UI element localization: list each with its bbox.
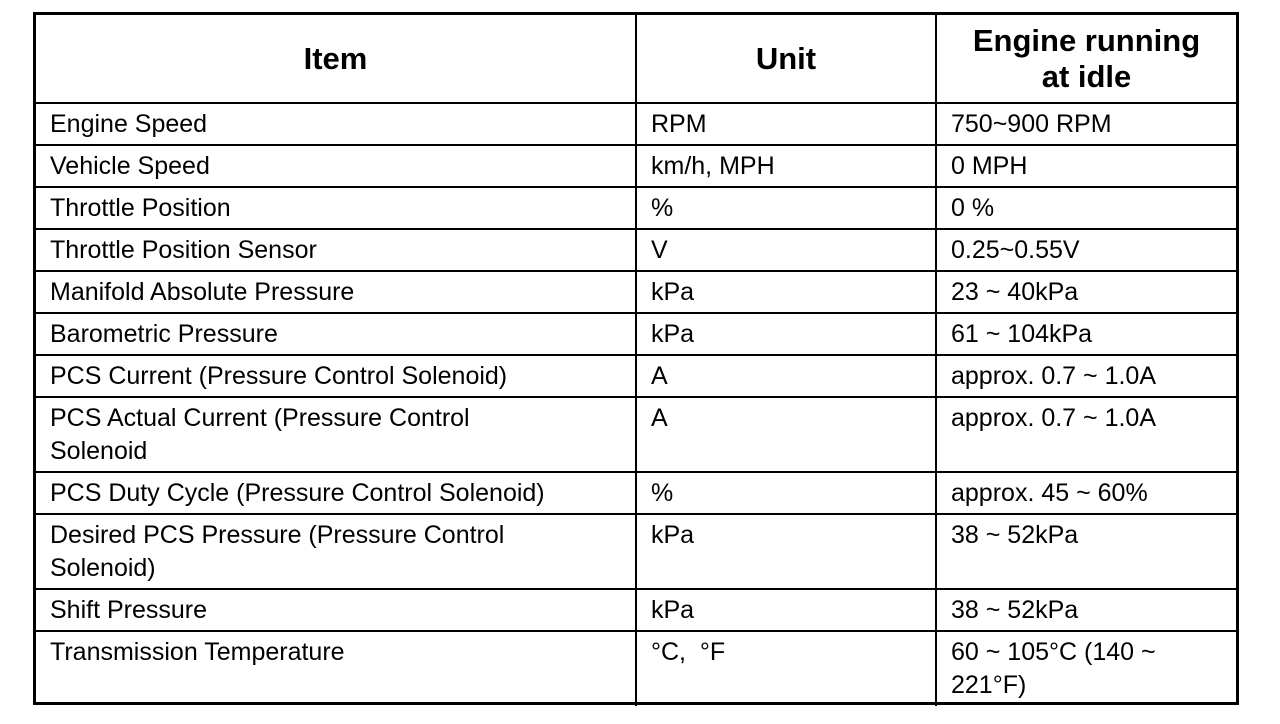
cell-item: PCS Actual Current (Pressure Control Solenoid	[36, 397, 636, 472]
cell-idle-value: 0 MPH	[936, 145, 1236, 187]
cell-item: Manifold Absolute Pressure	[36, 271, 636, 313]
table-row	[36, 145, 1236, 187]
column-header-engine-idle: Engine running at idle	[936, 15, 1236, 103]
table-row	[36, 103, 1236, 145]
table-row	[36, 514, 1236, 589]
table-row	[36, 472, 1236, 514]
cell-idle-value: 0.25~0.55V	[936, 229, 1236, 271]
cell-item: Desired PCS Pressure (Pressure Control Solenoid)	[36, 514, 636, 589]
table-row	[36, 229, 1236, 271]
cell-unit: kPa	[636, 313, 936, 355]
column-header-item: Item	[36, 15, 636, 103]
column-header-unit: Unit	[636, 15, 936, 103]
cell-item: Shift Pressure	[36, 589, 636, 631]
cell-unit: A	[636, 397, 936, 472]
cell-idle-value: 38 ~ 52kPa	[936, 589, 1236, 631]
table-row	[36, 355, 1236, 397]
table-row	[36, 631, 1236, 706]
cell-idle-value: 0 %	[936, 187, 1236, 229]
cell-idle-value: 23 ~ 40kPa	[936, 271, 1236, 313]
table-row	[36, 589, 1236, 631]
cell-unit: %	[636, 472, 936, 514]
cell-unit: km/h, MPH	[636, 145, 936, 187]
table-row	[36, 397, 1236, 472]
cell-unit: V	[636, 229, 936, 271]
specification-table	[33, 12, 1239, 705]
header-row	[36, 15, 1236, 103]
cell-unit: °C, °F	[636, 631, 936, 706]
table-row	[36, 187, 1236, 229]
cell-unit: RPM	[636, 103, 936, 145]
cell-item: Throttle Position	[36, 187, 636, 229]
cell-item: PCS Current (Pressure Control Solenoid)	[36, 355, 636, 397]
cell-idle-value: approx. 0.7 ~ 1.0A	[936, 355, 1236, 397]
cell-idle-value: 38 ~ 52kPa	[936, 514, 1236, 589]
cell-unit: kPa	[636, 589, 936, 631]
data-table	[36, 15, 1236, 706]
cell-unit: kPa	[636, 514, 936, 589]
cell-item: Throttle Position Sensor	[36, 229, 636, 271]
cell-idle-value: approx. 45 ~ 60%	[936, 472, 1236, 514]
cell-item: PCS Duty Cycle (Pressure Control Solenoid)	[36, 472, 636, 514]
table-row	[36, 271, 1236, 313]
cell-item: Engine Speed	[36, 103, 636, 145]
cell-item: Barometric Pressure	[36, 313, 636, 355]
cell-item: Transmission Temperature	[36, 631, 636, 706]
cell-unit: %	[636, 187, 936, 229]
cell-idle-value: 750~900 RPM	[936, 103, 1236, 145]
cell-unit: kPa	[636, 271, 936, 313]
table-row	[36, 313, 1236, 355]
cell-item: Vehicle Speed	[36, 145, 636, 187]
cell-idle-value: approx. 0.7 ~ 1.0A	[936, 397, 1236, 472]
cell-idle-value: 60 ~ 105°C (140 ~ 221°F)	[936, 631, 1236, 706]
cell-unit: A	[636, 355, 936, 397]
cell-idle-value: 61 ~ 104kPa	[936, 313, 1236, 355]
